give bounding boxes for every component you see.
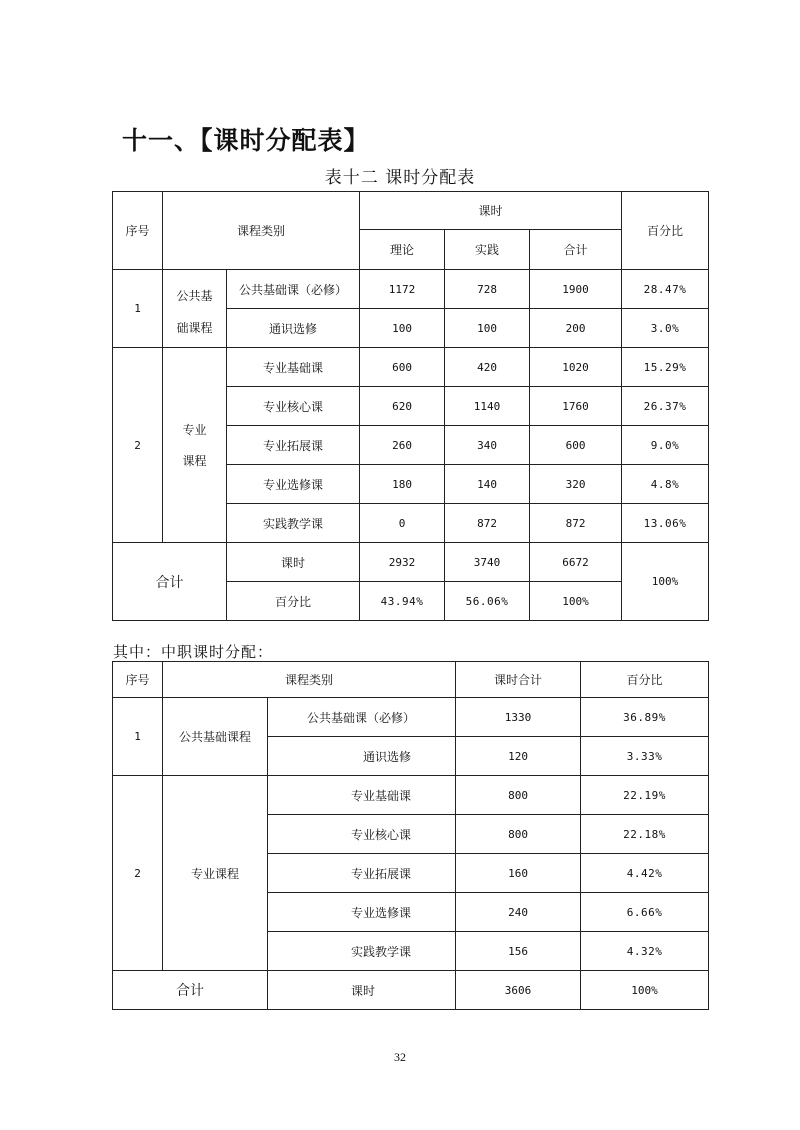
summary-total-percent: 100% — [530, 582, 622, 621]
practice-hours: 100 — [445, 309, 530, 348]
group-name-line1: 公共基 — [163, 270, 227, 309]
course-name: 专业拓展课 — [227, 426, 360, 465]
practice-hours: 420 — [445, 348, 530, 387]
percent-value: 36.89% — [581, 698, 709, 737]
group-seq: 1 — [113, 698, 163, 776]
header-total: 合计 — [530, 230, 622, 270]
subheading: 其中：中职课时分配： — [113, 643, 274, 661]
group-seq: 2 — [113, 776, 163, 971]
theory-hours: 180 — [360, 465, 445, 504]
table-row — [113, 348, 709, 387]
total-hours: 1900 — [530, 270, 622, 309]
hours-value: 120 — [456, 737, 581, 776]
percent-value: 28.47% — [622, 270, 709, 309]
summary-theory-hours: 2932 — [360, 543, 445, 582]
course-name: 公共基础课（必修） — [227, 270, 360, 309]
course-name: 通识选修 — [268, 737, 456, 776]
practice-hours: 872 — [445, 504, 530, 543]
practice-hours: 728 — [445, 270, 530, 309]
percent-value: 15.29% — [622, 348, 709, 387]
course-name: 专业核心课 — [268, 815, 456, 854]
theory-hours: 1172 — [360, 270, 445, 309]
course-name: 实践教学课 — [227, 504, 360, 543]
summary-hours-label: 课时 — [227, 543, 360, 582]
hours-value: 800 — [456, 776, 581, 815]
course-name: 通识选修 — [227, 309, 360, 348]
practice-hours: 1140 — [445, 387, 530, 426]
summary-label: 合计 — [113, 543, 227, 621]
summary-practice-hours: 3740 — [445, 543, 530, 582]
theory-hours: 620 — [360, 387, 445, 426]
group-name-line2: 础课程 — [163, 309, 227, 348]
course-name: 公共基础课（必修） — [268, 698, 456, 737]
summary-course: 课时 — [268, 971, 456, 1010]
total-hours: 1760 — [530, 387, 622, 426]
group-name: 专业课程 — [163, 776, 268, 971]
percent-value: 13.06% — [622, 504, 709, 543]
practice-hours: 340 — [445, 426, 530, 465]
page-number: 32 — [394, 1050, 406, 1064]
practice-hours: 140 — [445, 465, 530, 504]
header-category: 课程类别 — [163, 662, 456, 698]
summary-total-hours: 6672 — [530, 543, 622, 582]
summary-label: 合计 — [113, 971, 268, 1010]
total-hours: 320 — [530, 465, 622, 504]
percent-value: 26.37% — [622, 387, 709, 426]
course-name: 专业基础课 — [268, 776, 456, 815]
course-name: 专业基础课 — [227, 348, 360, 387]
header-theory: 理论 — [360, 230, 445, 270]
group-name — [163, 348, 227, 543]
percent-value: 22.19% — [581, 776, 709, 815]
summary-hours: 3606 — [456, 971, 581, 1010]
table-row — [113, 776, 709, 815]
percent-value: 22.18% — [581, 815, 709, 854]
total-hours: 872 — [530, 504, 622, 543]
group-seq: 1 — [113, 270, 163, 348]
summary-theory-percent: 43.94% — [360, 582, 445, 621]
table-row — [113, 309, 709, 348]
percent-value: 4.32% — [581, 932, 709, 971]
header-practice: 实践 — [445, 230, 530, 270]
hours-value: 160 — [456, 854, 581, 893]
course-name: 专业拓展课 — [268, 854, 456, 893]
group-name: 公共基础课程 — [163, 698, 268, 776]
secondary-hours-table — [112, 661, 709, 1010]
total-hours: 1020 — [530, 348, 622, 387]
hours-allocation-table — [112, 191, 709, 621]
course-name: 专业选修课 — [227, 465, 360, 504]
header-category: 课程类别 — [163, 192, 360, 270]
total-hours: 200 — [530, 309, 622, 348]
summary-row — [113, 543, 709, 582]
summary-overall-percent: 100% — [622, 543, 709, 621]
header-seq: 序号 — [113, 662, 163, 698]
header-hours: 课时 — [360, 192, 622, 230]
theory-hours: 600 — [360, 348, 445, 387]
header-seq: 序号 — [113, 192, 163, 270]
group-seq: 2 — [113, 348, 163, 543]
table-row — [113, 698, 709, 737]
percent-value: 4.8% — [622, 465, 709, 504]
hours-value: 800 — [456, 815, 581, 854]
theory-hours: 0 — [360, 504, 445, 543]
group-name-line1: 专业 — [182, 423, 207, 437]
course-name: 专业选修课 — [268, 893, 456, 932]
theory-hours: 100 — [360, 309, 445, 348]
group-name-line2: 课程 — [182, 454, 207, 468]
percent-value: 6.66% — [581, 893, 709, 932]
header-percent: 百分比 — [581, 662, 709, 698]
summary-practice-percent: 56.06% — [445, 582, 530, 621]
table-caption: 表十二 课时分配表 — [324, 168, 476, 188]
theory-hours: 260 — [360, 426, 445, 465]
course-name: 实践教学课 — [268, 932, 456, 971]
summary-row — [113, 971, 709, 1010]
header-percent: 百分比 — [622, 192, 709, 270]
hours-value: 240 — [456, 893, 581, 932]
course-name: 专业核心课 — [227, 387, 360, 426]
section-heading: 十一、【课时分配表】 — [122, 126, 370, 155]
header-hours-total: 课时合计 — [456, 662, 581, 698]
summary-percent: 100% — [581, 971, 709, 1010]
table-row — [113, 270, 709, 309]
percent-value: 9.0% — [622, 426, 709, 465]
percent-value: 3.33% — [581, 737, 709, 776]
percent-value: 4.42% — [581, 854, 709, 893]
summary-percent-label: 百分比 — [227, 582, 360, 621]
percent-value: 3.0% — [622, 309, 709, 348]
total-hours: 600 — [530, 426, 622, 465]
hours-value: 156 — [456, 932, 581, 971]
hours-value: 1330 — [456, 698, 581, 737]
